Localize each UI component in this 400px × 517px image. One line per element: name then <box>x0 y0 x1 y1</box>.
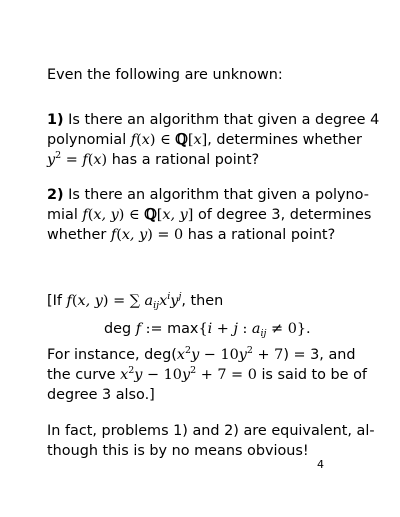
note-line-4: the curve $x^2y - 10y^2 + 7 = 0$ is said to be of <box>47 365 367 383</box>
note-instance-b: ) = 3, and <box>283 347 356 363</box>
note-degree-definition: deg f := max{i + j : $a_{ij} \ne 0$}. <box>104 321 311 339</box>
page-number: 4 <box>317 458 324 471</box>
intro-line: Even the following are unknown: <box>47 67 283 83</box>
note-curve-a: the curve <box>47 367 116 383</box>
math-fx: f <box>130 132 137 148</box>
note-open: [If <box>47 293 62 309</box>
math-y2-eq-fx: y <box>47 152 56 168</box>
problem-2-text-3b: has a rational point? <box>187 227 336 243</box>
problem-2-text-2a: mial <box>47 207 78 223</box>
math-fxy: f <box>82 207 88 223</box>
problem-2-line-1 <box>47 186 369 204</box>
note-line-5: degree 3 also.] <box>47 387 155 403</box>
note-line-1: [If f(x, y) = ∑ $a_{ij}x^iy^j$, then <box>47 291 224 311</box>
math-fxy-eq-0: f <box>110 227 117 243</box>
math-example-poly: x <box>176 347 186 363</box>
problem-2-line-2: mial f(x, y) ∈ ℚ[x, y] of degree 3, determines <box>47 206 372 223</box>
note-deg-word: deg <box>104 321 132 337</box>
note-instance-a: For instance, deg( <box>47 347 177 363</box>
problem-2-text-2b: of degree 3, determines <box>197 207 372 223</box>
note-max-word: max <box>167 321 199 337</box>
math-example-curve: x <box>120 367 129 383</box>
math-sum-def: f <box>66 293 72 309</box>
note-then: , then <box>181 293 224 309</box>
problem-2-text-3a: whether <box>47 227 107 243</box>
problem-2-number: 2) <box>47 187 64 203</box>
problem-1-text-1: Is there an algorithm that given a degree 4 <box>68 112 380 128</box>
problem-1-line-3: $y^2 = f(x)$ has a rational point? <box>47 150 260 168</box>
problem-1-text-2a: polynomial <box>47 132 127 148</box>
note-curve-b: is said to be of <box>261 367 367 383</box>
note-line-3: For instance, $deg(x^2y - 10y^2 + 7) = 3$, and <box>47 345 356 363</box>
math-rationals-poly: ℚ <box>175 131 188 148</box>
problem-1-line-2: polynomial f(x) ∈ ℚ[x], determines whether <box>47 131 362 148</box>
problem-1-text-2b: , determines whether <box>207 132 362 148</box>
problem-1-line-1 <box>47 111 379 129</box>
problem-1-text-3b: has a rational point? <box>111 152 260 168</box>
problem-2-line-3: whether f(x, y) = 0 has a rational point? <box>47 227 336 243</box>
problem-1-number: 1) <box>47 112 64 128</box>
final-line-2: though this is by no means obvious! <box>47 443 309 459</box>
final-line-1: In fact, problems 1) and 2) are equivalent, al- <box>47 423 375 439</box>
problem-2-text-1: Is there an algorithm that given a polyno- <box>68 187 369 203</box>
